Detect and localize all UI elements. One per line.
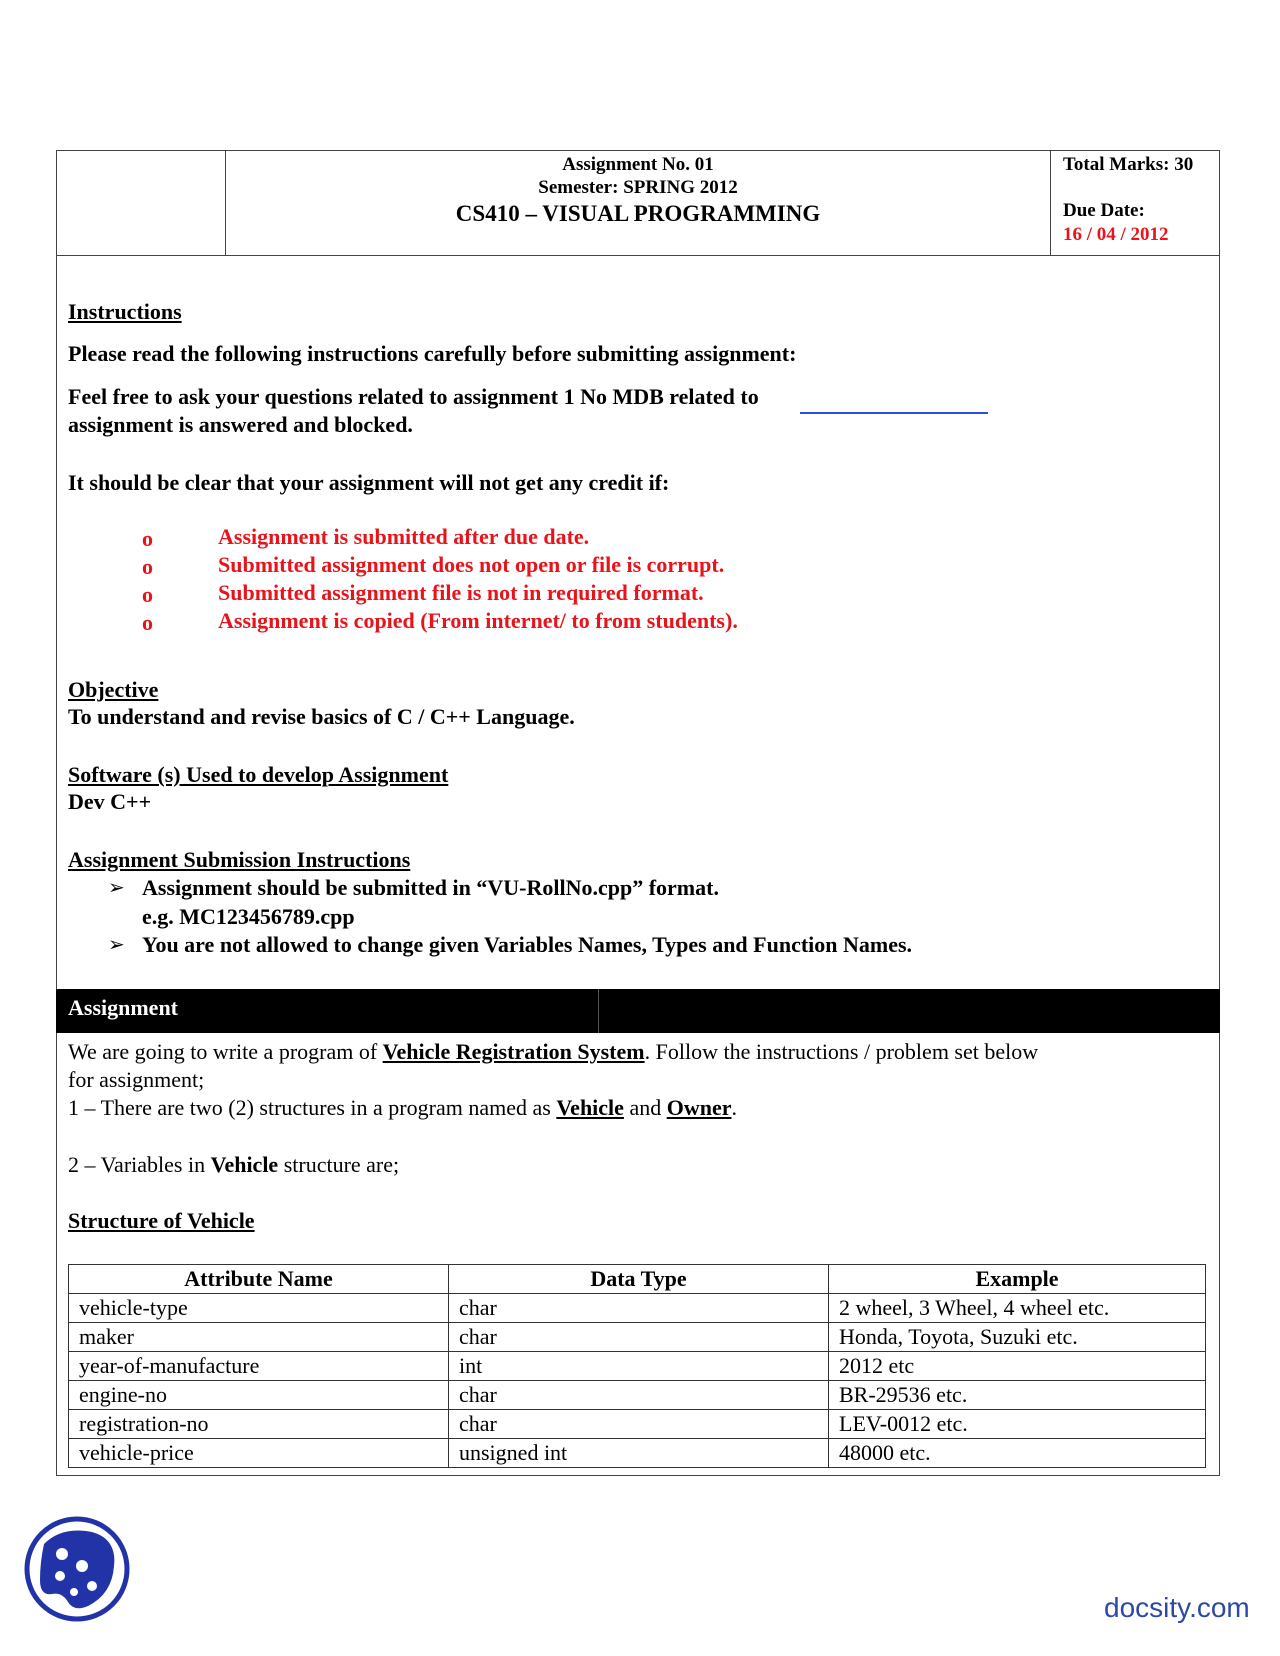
bullet-icon: o bbox=[142, 582, 153, 607]
assignment-paragraph-2 bbox=[68, 1094, 737, 1122]
submission-item-1: Assignment should be submitted in “VU-RollNo.cpp” format. bbox=[142, 875, 719, 900]
assignment-bar-label: Assignment bbox=[68, 995, 179, 1020]
semester: Semester: SPRING 2012 bbox=[538, 177, 738, 198]
blue-underline bbox=[800, 412, 988, 414]
list-item: Submitted assignment file is not in required format. bbox=[218, 580, 704, 605]
table-cell: year-of-manufacture bbox=[69, 1352, 449, 1381]
assignment-header-table bbox=[56, 150, 1220, 256]
table-cell: 48000 etc. bbox=[829, 1439, 1206, 1468]
table-cell: BR-29536 etc. bbox=[829, 1381, 1206, 1410]
table-cell: vehicle-type bbox=[69, 1294, 449, 1323]
text-run: and bbox=[623, 1095, 667, 1120]
column-header: Example bbox=[829, 1265, 1206, 1294]
course-title: CS410 – VISUAL PROGRAMMING bbox=[455, 201, 821, 226]
assignment-section-bar bbox=[56, 989, 1220, 1033]
table-cell: LEV-0012 etc. bbox=[829, 1410, 1206, 1439]
structure-heading: Structure of Vehicle bbox=[68, 1208, 255, 1233]
table-cell: maker bbox=[69, 1323, 449, 1352]
header-empty-cell bbox=[57, 151, 226, 255]
instructions-intro: Please read the following instructions carefully before submitting assignment: bbox=[68, 341, 797, 366]
software-text: Dev C++ bbox=[68, 789, 152, 814]
table-cell: char bbox=[449, 1410, 829, 1439]
text-run: structure are; bbox=[278, 1152, 400, 1177]
bar-divider bbox=[598, 989, 599, 1033]
vehicle-structure-table bbox=[68, 1264, 1206, 1468]
table-cell: vehicle-price bbox=[69, 1439, 449, 1468]
header-marks-cell bbox=[1051, 151, 1221, 255]
bullet-icon: o bbox=[142, 554, 153, 579]
table-cell: 2012 etc bbox=[829, 1352, 1206, 1381]
instructions-heading: Instructions bbox=[68, 299, 182, 324]
docsity-logo-icon[interactable] bbox=[22, 1514, 132, 1624]
table-row bbox=[69, 1410, 1206, 1439]
structure-name-owner: Owner bbox=[666, 1095, 732, 1120]
text-run: 2 – Variables in bbox=[68, 1152, 211, 1177]
table-cell: char bbox=[449, 1323, 829, 1352]
instructions-line1-cont: assignment is answered and blocked. bbox=[68, 412, 413, 437]
header-title-cell bbox=[226, 151, 1051, 255]
arrow-bullet-icon: ➢ bbox=[108, 877, 125, 899]
list-item: Assignment is copied (From internet/ to from students). bbox=[218, 608, 738, 633]
submission-example: e.g. MC123456789.cpp bbox=[142, 904, 355, 929]
table-cell: registration-no bbox=[69, 1410, 449, 1439]
table-row bbox=[69, 1439, 1206, 1468]
bullet-icon: o bbox=[142, 610, 153, 635]
objective-heading: Objective bbox=[68, 677, 159, 702]
table-cell: 2 wheel, 3 Wheel, 4 wheel etc. bbox=[829, 1294, 1206, 1323]
due-date-label: Due Date: bbox=[1063, 200, 1145, 221]
list-item: Assignment is submitted after due date. bbox=[218, 524, 590, 549]
arrow-bullet-icon: ➢ bbox=[108, 934, 125, 956]
system-name: Vehicle Registration System bbox=[382, 1039, 645, 1064]
table-row bbox=[69, 1352, 1206, 1381]
instructions-line1: Feel free to ask your questions related to assignment 1 No MDB related to bbox=[68, 384, 759, 409]
text-run: . Follow the instructions / problem set below bbox=[644, 1039, 1039, 1064]
bullet-icon: o bbox=[142, 526, 153, 551]
table-cell: Honda, Toyota, Suzuki etc. bbox=[829, 1323, 1206, 1352]
table-cell: char bbox=[449, 1294, 829, 1323]
table-row bbox=[69, 1323, 1206, 1352]
assignment-number: Assignment No. 01 bbox=[562, 154, 714, 175]
column-header: Data Type bbox=[449, 1265, 829, 1294]
text-run: . bbox=[731, 1095, 737, 1120]
table-cell: unsigned int bbox=[449, 1439, 829, 1468]
structure-name-vehicle: Vehicle bbox=[556, 1095, 624, 1120]
text-run: We are going to write a program of bbox=[68, 1039, 383, 1064]
credit-intro: It should be clear that your assignment will not get any credit if: bbox=[68, 470, 670, 495]
submission-item-2: You are not allowed to change given Variables Names, Types and Function Names. bbox=[142, 932, 913, 957]
table-row bbox=[69, 1381, 1206, 1410]
table-row bbox=[69, 1294, 1206, 1323]
text-run: 1 – There are two (2) structures in a program named as bbox=[68, 1095, 557, 1120]
assignment-paragraph-1 bbox=[68, 1038, 1038, 1066]
table-header-row bbox=[69, 1265, 1206, 1294]
column-header: Attribute Name bbox=[69, 1265, 449, 1294]
due-date-value: 16 / 04 / 2012 bbox=[1063, 224, 1169, 245]
list-item: Submitted assignment does not open or file is corrupt. bbox=[218, 552, 725, 577]
docsity-brand-link[interactable]: docsity.com bbox=[1104, 1592, 1250, 1623]
structure-name: Vehicle bbox=[210, 1152, 279, 1177]
table-cell: engine-no bbox=[69, 1381, 449, 1410]
table-cell: char bbox=[449, 1381, 829, 1410]
total-marks: Total Marks: 30 bbox=[1063, 154, 1194, 175]
objective-text: To understand and revise basics of C / C++ Language. bbox=[68, 704, 575, 729]
submission-heading: Assignment Submission Instructions bbox=[68, 847, 411, 872]
assignment-paragraph-1-cont: for assignment; bbox=[68, 1067, 205, 1092]
table-cell: int bbox=[449, 1352, 829, 1381]
software-heading: Software (s) Used to develop Assignment bbox=[68, 762, 449, 787]
assignment-paragraph-3 bbox=[68, 1151, 399, 1179]
